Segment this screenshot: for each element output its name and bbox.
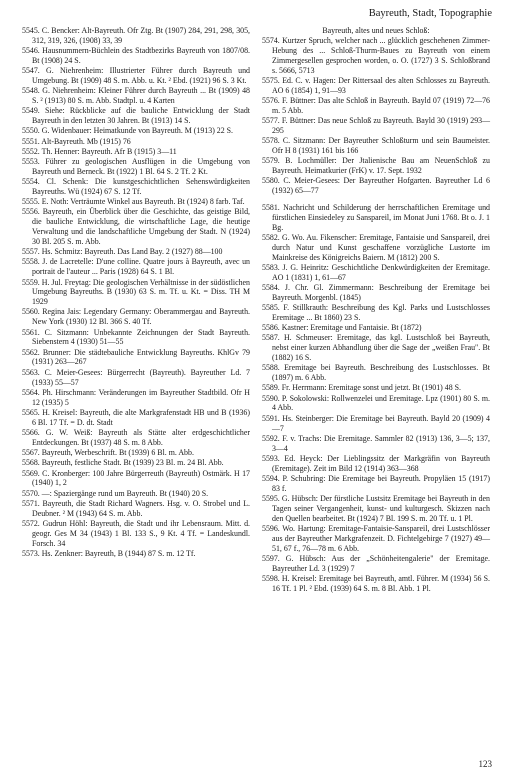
right-column [262,26,490,594]
left-column [22,26,250,559]
bibliography-entry: 5557. Hs. Schmitz: Bayreuth. Das Land Bay. 2 (1927) 88—100 [22,247,223,257]
bibliography-entry: 5563. C. Meier-Gesees: Bürgerrecht (Bayreuth). Bayreuther Ld. 7 (1933) 55—57 [22,367,250,387]
bibliography-entry: 5579. B. Lochmüller: Der Jtalienische Bau am NeuenSchloß zu Bayreuth. Heimatkurier (FrK) v. 17. Sept. 1932 [262,156,490,176]
bibliography-entry: 5567. Bayreuth, Werbeschrift. Bt (1939) 6 Bl. m. Abb. [22,448,194,458]
bibliography-entry: 5547. G. Niehrenheim: Illustrierter Führer durch Bayreuth und Umgebung. Bt (1909) 48 S. m. Abb. u. Kt. ² Ebd. (1921) 96 S. 3 Kt. [22,66,250,85]
bibliography-entry: 5594. P. Schubring: Die Eremitage bei Bayreuth. Propyläen 15 (1917) 83 f. [262,473,490,493]
bibliography-entry: 5574. Kurtzer Spruch, welcher nach ... glücklich geschehenen Zimmer-Hebung des ... Schloß-Thurm-Baues zu Bayreuth von einem Zimmergesellen gesprochen worden, o. O. (1727) 3 S. Schloßbrand s. 5666, 5713 [262,36,490,75]
bibliography-entry: 5556. Bayreuth, ein Überblick über die Geschichte, das geistige Bild, die bauliche Entwicklung, die wirtschaftliche Lage, die heutige Verwaltung und die landschaftliche Umgebung der Stadt. N (1924) 30 Bl. 205 S. m. Abb. [22,207,250,247]
bibliography-entry: 5569. C. Kronberger: 100 Jahre Bürgerreuth (Bayreuth) Ostmärk. H 17 (1940) 1, 2 [22,468,250,488]
bibliography-entry: 5577. F. Büttner: Das neue Schloß zu Bayreuth. Bayld 30 (1919) 293—295 [262,116,490,135]
bibliography-entry: 5583. J. G. Heinritz: Geschichtliche Denkwürdigkeiten der Eremitage. AO 1 (1831) 1, 61—67 [262,262,490,282]
bibliography-entry: 5585. F. Stillkrauth: Beschreibung des Kgl. Parks und Lustschlosses Eremitage ... Bt 1860) 23 S. [262,303,490,322]
bibliography-entry: 5550. G. Widenbauer: Heimatkunde von Bayreuth. M (1913) 22 S. [22,126,234,136]
bibliography-entry: 5595. G. Hübsch: Der fürstliche Lustsitz Eremitage bei Bayreuth in den Tagen seiner Vergangenheit, kunst- und kulturgesch. Skizzen nach den Quellen bearbeitet. Bt (1924) 7 Bl. 199 S. m. 20 Tf. u. 1 Pl. [262,494,490,523]
bibliography-entry: 5558. J. de Lacretelle: D'une colline. Quatre jours à Bayreuth, avec un portrait de l'auteur ... Paris (1928) 64 S. 1 Bl. [22,257,250,277]
bibliography-entry: 5598. H. Kreisel: Eremitage bei Bayreuth, amtl. Führer. M (1934) 56 S. 16 Tf. 1 Pl. ² Ebd. (1939) 64 S. m. 8 Bl. Abb. 1 Pl. [262,573,490,593]
bibliography-entry: 5587. H. Schmeuser: Eremitage, das kgl. Lustschloß bei Bayreuth, nebst einer kurzen Abhandlung über die Sage der „weißen Frau". Bt (1882) 16 S. [262,333,490,363]
bibliography-entry: 5554. Cl. Schenk: Die kunstgeschichtlichen Sehenswürdigkeiten Bayreuths. Wü (1924) 67 S. 12 Tf. [22,177,250,197]
bibliography-entry: 5549. Siehe: Rückblicke auf die bauliche Entwicklung der Stadt Bayreuth in den letzten 30 Jahren. Bt (1913) 14 S. [22,106,250,126]
bibliography-entry: 5572. Gudrun Höhl: Bayreuth, die Stadt und ihr Lebensraum. Mitt. d. geogr. Ges M 34 (1943) 1 Bl. 133 S., 9 Kt. 4 Tf. = Landeskundl. Forsch. 34 [22,518,250,548]
bibliography-entry: 5555. E. Noth: Verträumte Winkel aus Bayreuth. Bt (1924) 8 farb. Taf. [22,197,245,207]
bibliography-entry: 5586. Kastner: Eremitage und Fantaisie. Bt (1872) [262,323,422,333]
bibliography-entry: 5545. C. Bencker: Alt-Bayreuth. Ofr Ztg. Bt (1907) 284, 291, 298, 305, 312, 319, 326, (1908) 33, 39 [22,26,250,45]
bibliography-entry: 5591. Hs. Steinberger: Die Eremitage bei Bayreuth. Bayld 20 (1909) 4—7 [262,413,490,433]
bibliography-entry: 5562. Brunner: Die städtebauliche Entwicklung Bayreuths. KhlGv 79 (1931) 263—267 [22,347,250,367]
bibliography-entry: 5596. Wo. Hartung: Eremitage-Fantaisie-Sanspareil, drei Lustschlösser aus der Bayreuther Markgrafenzeit. D. Fichtelgebirge 7 (1927) 49—51, 67 f., 76—78 m. 6 Abb. [262,523,490,553]
bibliography-entry: 5568. Bayreuth, festliche Stadt. Bt (1939) 23 Bl. m. 24 Bl. Abb. [22,458,224,468]
bibliography-entry: 5560. Regina Jais: Legendary Germany: Oberammergau and Bayreuth. New York (1930) 12 Bl. 366 S. 40 Tf. [22,307,250,327]
bibliography-entry: 5548. G. Niehrenheim: Kleiner Führer durch Bayreuth ... Bt (1909) 48 S. ² (1913) 80 S. m. Abb. Stadtpl. u. 4 Karten [22,86,250,106]
bibliography-entry: 5582. G. Wo. Au. Fikenscher: Eremitage, Fantaisie und Sanspareil, drei durch Natur und Kunst geschaffene vorzügliche Lustorte im Mainkreise des Königreichs Baiern. M (1812) 200 S. [262,233,490,262]
bibliography-entry: 5552. Th. Henner: Bayreuth. Afr B (1915) 3—11 [22,146,177,156]
bibliography-entry: 5589. Fr. Herrmann: Eremitage sonst und jetzt. Bt (1901) 48 S. [262,383,461,393]
bibliography-entry: 5590. P. Sokolowski: Rollwenzelei und Eremitage. Lpz (1901) 80 S. m. 4 Abb. [262,393,490,413]
bibliography-entry: 5576. F. Büttner: Das alte Schloß in Bayreuth. Bayld 07 (1919) 72—76 m. 5 Abb. [262,96,490,115]
bibliography-entry: 5597. G. Hübsch: Aus der „Schönheitengalerie" der Eremitage. Bayreuther Ld. 3 (1929) 7 [262,553,490,573]
bibliography-entry: 5575. Ed. C. v. Hagen: Der Rittersaal des alten Schlosses zu Bayreuth. AO 6 (1854) 1, 91—93 [262,76,490,95]
bibliography-entry: 5592. F. v. Trachs: Die Eremitage. Sammler 82 (1913) 136, 3—5; 137, 3—4 [262,433,490,453]
bibliography-entry: 5581. Nachricht und Schilderung der herrschaftlichen Eremitage und fürstlichen Einsiedeley zu Sanspareil, im Monat Juni 1768. Bt o. J. 1 Bg. [262,203,490,232]
bibliography-entry: 5570. —: Spaziergänge rund um Bayreuth. Bt (1940) 20 S. [22,488,209,498]
bibliography-entry: 5553. Führer zu geologischen Ausflügen in die Umgebung von Bayreuth und Berneck. Bt (1922) 1 Bl. 64 S. 2 Tf. 2 Kt. [22,157,250,176]
bibliography-entry: 5564. Ph. Hirschmann: Veränderungen im Bayreuther Stadtbild. Ofr H 12 (1935) 5 [22,387,250,407]
bibliography-entry: 5573. Hs. Zenkner: Bayreuth, B (1944) 87 S. m. 12 Tf. [22,548,196,558]
bibliography-entry: 5584. J. Chr. Gl. Zimmermann: Beschreibung der Eremitage bei Bayreuth. Morgenbl. (1845) [262,283,490,302]
bibliography-entry: 5571. Bayreuth, die Stadt Richard Wagners. Hsg. v. O. Strobel und L. Deubner. ² M (1943) 64 S. m. Abb. [22,498,250,518]
bibliography-entry: 5593. Ed. Heyck: Der Lieblingssitz der Markgräfin von Bayreuth (Eremitage). Zeit im Bild 12 (1914) 363—368 [262,453,490,473]
bibliography-entry: 5559. H. Jul. Freytag: Die geologischen Verhältnisse in der südöstlichen Umgebung Bayreuths. B (1930) 63 S. m. Tf. u. Kt. = Diss. TH M 1929 [22,277,250,307]
bibliography-entry: 5588. Eremitage bei Bayreuth. Beschreibung des Lustschlosses. Bt (1897) m. 6 Abb. [262,363,490,383]
section-heading: Bayreuth, altes und neues Schloß: [322,26,430,35]
bibliography-entry: 5565. H. Kreisel: Bayreuth, die alte Markgrafenstadt HB und B (1936) 6 Bl. 17 Tf. = D. dt. Stadt [22,407,250,427]
bibliography-entry: 5551. Alt-Bayreuth. Mb (1915) 76 [22,136,131,146]
bibliography-entry: 5561. C. Sitzmann: Unbekannte Zeichnungen der Stadt Bayreuth. Siebenstern 4 (1930) 51—55 [22,327,250,347]
bibliography-entry: 5580. C. Meier-Gesees: Der Bayreuther Hofgarten. Bayreuther Ld 6 (1932) 65—77 [262,176,490,196]
bibliography-entry: 5578. C. Sitzmann: Der Bayreuther Schloßturm und sein Baumeister. Ofr H 8 (1931) 161 bis 166 [262,136,490,156]
running-title: Bayreuth, Stadt, Topographie [368,8,492,19]
page-number: 123 [478,759,492,769]
bibliography-entry: 5566. G. W. Weiß: Bayreuth als Stätte alter erdgeschichtlicher Entdeckungen. Bt (1937) 48 S. m. 8 Abb. [22,427,250,447]
bibliography-entry: 5546. Hausnummern-Büchlein des Stadtbezirks Bayreuth von 1807/08. Bt (1908) 24 S. [22,46,250,65]
